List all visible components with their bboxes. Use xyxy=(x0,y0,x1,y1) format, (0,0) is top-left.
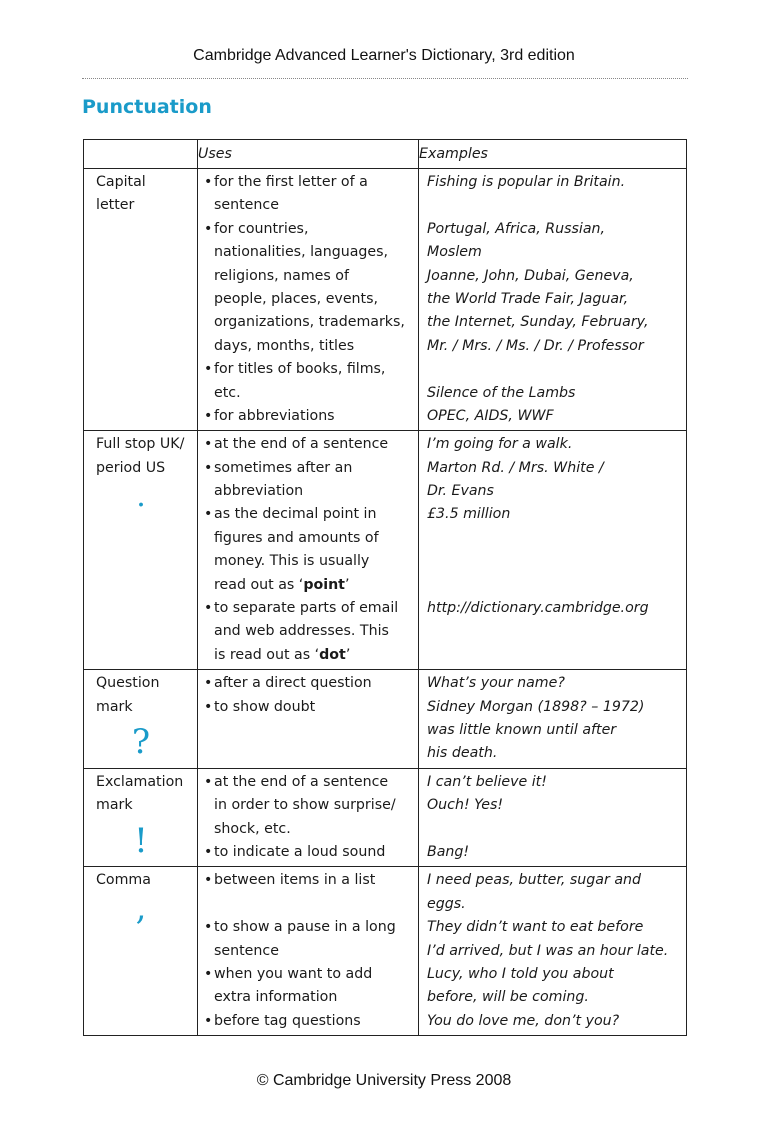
use-item-continuation: extra information xyxy=(214,989,338,1006)
example-line: I can’t believe it! xyxy=(427,773,547,790)
punctuation-mark-symbol: . xyxy=(136,479,146,515)
uses-cell xyxy=(198,867,419,1036)
use-item-continuation: sentence xyxy=(214,942,279,959)
punctuation-table xyxy=(83,139,687,1036)
example-line: his death. xyxy=(427,745,498,762)
header-cell-uses xyxy=(198,140,419,169)
use-item-continuation xyxy=(204,893,418,916)
punctuation-name-cell xyxy=(84,169,198,431)
use-item-continuation: read out as ‘point’ xyxy=(214,576,350,593)
example-line: They didn’t want to eat before xyxy=(427,919,644,936)
example-line: I’m going for a walk. xyxy=(427,436,573,453)
use-item: • for the first letter of a xyxy=(204,171,418,194)
example-line: http://dictionary.cambridge.org xyxy=(427,600,649,617)
example-line: the Internet, Sunday, February, xyxy=(427,314,649,331)
table-row xyxy=(84,431,687,670)
table-row xyxy=(84,670,687,769)
table-row xyxy=(84,169,687,431)
use-item-continuation: etc. xyxy=(214,384,241,401)
example-line: eggs. xyxy=(427,895,466,912)
page-header: Cambridge Advanced Learner's Dictionary, 3rd edition xyxy=(193,47,575,64)
use-item-continuation: is read out as ‘dot’ xyxy=(214,646,351,663)
examples-cell xyxy=(419,867,687,1036)
example-line: Dr. Evans xyxy=(427,483,494,500)
uses-cell xyxy=(198,670,419,769)
example-line: Ouch! Yes! xyxy=(427,797,504,814)
use-item: • for titles of books, films, xyxy=(204,358,418,381)
use-item-continuation: shock, etc. xyxy=(214,820,291,837)
example-line xyxy=(427,358,686,381)
example-line: Mr. / Mrs. / Ms. / Dr. / Professor xyxy=(427,337,644,354)
example-line: Sidney Morgan (1898? – 1972) xyxy=(427,698,645,715)
example-line xyxy=(427,644,686,667)
use-item-continuation: in order to show surprise/ xyxy=(214,797,396,814)
use-item: • at the end of a sentence xyxy=(204,433,418,456)
use-item-continuation: abbreviation xyxy=(214,483,304,500)
use-item-continuation: money. This is usually xyxy=(214,553,370,570)
punctuation-mark-symbol: ! xyxy=(134,820,148,861)
use-item: • as the decimal point in xyxy=(204,503,418,526)
use-item-continuation: figures and amounts of xyxy=(214,529,379,546)
examples-cell xyxy=(419,169,687,431)
use-item: • to show a pause in a long xyxy=(204,916,418,939)
use-item: • to indicate a loud sound xyxy=(204,841,418,864)
use-item: • after a direct question xyxy=(204,672,418,695)
use-item-continuation: sentence xyxy=(214,197,279,214)
table-row xyxy=(84,768,687,867)
use-item: • when you want to add xyxy=(204,963,418,986)
use-item: • sometimes after an xyxy=(204,457,418,480)
punctuation-mark-symbol: ? xyxy=(131,721,151,762)
punctuation-name-line: Question xyxy=(96,675,160,692)
example-line: Lucy, who I told you about xyxy=(427,965,614,982)
use-item: • at the end of a sentence xyxy=(204,771,418,794)
punctuation-name-line: Capital xyxy=(96,174,146,190)
examples-cell xyxy=(419,768,687,867)
header-divider xyxy=(82,78,688,79)
table-header-row xyxy=(84,140,687,169)
use-item: • for abbreviations xyxy=(204,405,418,428)
examples-cell xyxy=(419,431,687,670)
example-line xyxy=(427,818,686,841)
header-cell-examples xyxy=(419,140,687,169)
use-item: • between items in a list xyxy=(204,869,418,892)
example-line: Marton Rd. / Mrs. White / xyxy=(427,459,604,476)
example-line: was little known until after xyxy=(427,721,617,738)
uses-cell xyxy=(198,768,419,867)
example-line xyxy=(427,527,686,550)
header-cell-blank xyxy=(84,140,198,169)
punctuation-name-line: Exclamation xyxy=(96,773,184,790)
example-line: What’s your name? xyxy=(427,675,565,692)
example-line: before, will be coming. xyxy=(427,989,589,1006)
punctuation-name-line: Full stop UK/ xyxy=(96,436,185,453)
example-line: I need peas, butter, sugar and xyxy=(427,872,642,889)
example-line: Bang! xyxy=(427,843,470,860)
example-line xyxy=(427,550,686,573)
example-line: Silence of the Lambs xyxy=(427,384,576,401)
use-item-continuation: people, places, events, xyxy=(214,290,379,307)
example-line: I’d arrived, but I was an hour late. xyxy=(427,942,669,959)
uses-cell xyxy=(198,169,419,431)
punctuation-name-line: Comma xyxy=(96,872,151,889)
example-line: Joanne, John, Dubai, Geneva, xyxy=(427,267,634,284)
use-item: • for countries, xyxy=(204,218,418,241)
examples-cell xyxy=(419,670,687,769)
example-line: OPEC, AIDS, WWF xyxy=(427,407,554,424)
uses-cell xyxy=(198,431,419,670)
use-item-continuation: and web addresses. This xyxy=(214,623,389,640)
page-footer: © Cambridge University Press 2008 xyxy=(256,1072,512,1089)
example-line: You do love me, don’t you? xyxy=(427,1012,620,1029)
punctuation-name-line: mark xyxy=(96,797,133,814)
punctuation-name-line: letter xyxy=(96,197,135,214)
example-line xyxy=(427,574,686,597)
use-item-continuation: religions, names of xyxy=(214,267,349,284)
use-item-continuation: nationalities, languages, xyxy=(214,244,389,261)
use-item: • to separate parts of email xyxy=(204,597,418,620)
use-item: • to show doubt xyxy=(204,696,418,719)
page-title: Punctuation xyxy=(82,96,212,118)
example-line: £3.5 million xyxy=(427,506,511,523)
uses-header: Uses xyxy=(198,146,232,162)
example-line: Fishing is popular in Britain. xyxy=(427,174,626,190)
examples-header: Examples xyxy=(419,146,488,162)
punctuation-name-cell xyxy=(84,431,198,670)
use-item-continuation: organizations, trademarks, xyxy=(214,314,405,331)
punctuation-name-line: mark xyxy=(96,698,133,715)
example-line xyxy=(427,194,686,217)
table-row xyxy=(84,867,687,1036)
use-item: • before tag questions xyxy=(204,1010,418,1033)
use-item-continuation: days, months, titles xyxy=(214,337,355,354)
example-line: Portugal, Africa, Russian, xyxy=(427,220,606,237)
example-line: the World Trade Fair, Jaguar, xyxy=(427,290,629,307)
punctuation-name-cell xyxy=(84,867,198,1036)
punctuation-name-cell xyxy=(84,768,198,867)
example-line: Moslem xyxy=(427,244,482,261)
punctuation-mark-symbol: , xyxy=(135,887,147,928)
example-line xyxy=(427,620,686,643)
punctuation-name-line: period US xyxy=(96,459,166,476)
punctuation-name-cell xyxy=(84,670,198,769)
